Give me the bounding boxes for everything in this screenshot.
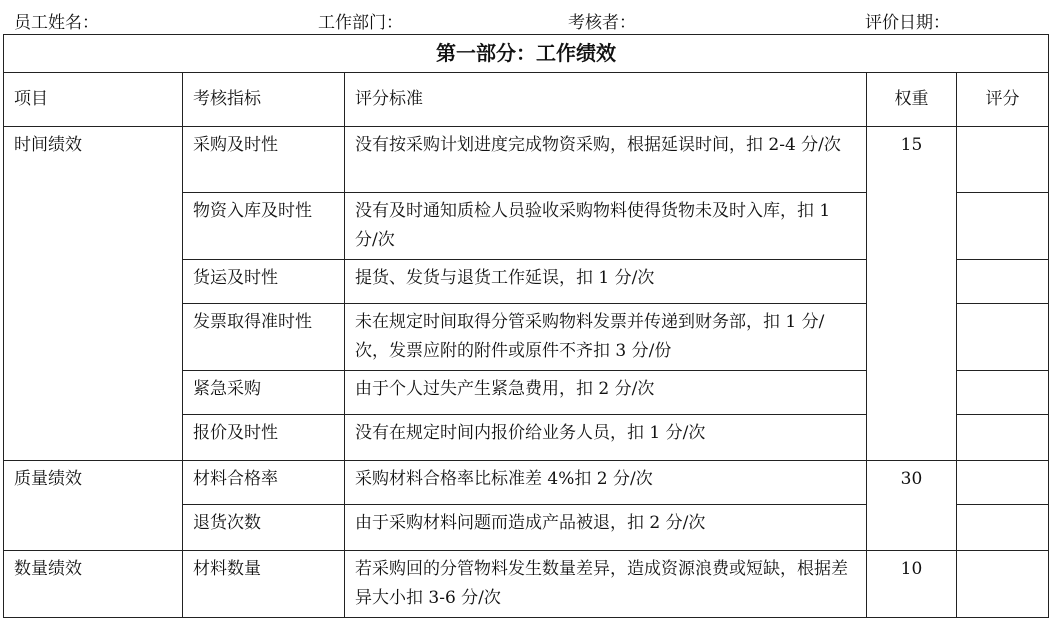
criteria-cell: 没有按采购计划进度完成物资采购，根据延误时间，扣 2-4 分/次 [345, 127, 867, 193]
weight-cell: 15 [867, 127, 957, 461]
score-cell[interactable] [957, 551, 1049, 618]
score-cell[interactable] [957, 260, 1049, 304]
table-row [4, 127, 1049, 193]
department-label: 工作部门： [318, 13, 403, 33]
table-header-row [4, 73, 1049, 127]
indicator-cell: 发票取得准时性 [183, 304, 345, 371]
group-item: 时间绩效 [4, 127, 183, 461]
group-item: 数量绩效 [4, 551, 183, 618]
indicator-cell: 材料合格率 [183, 461, 345, 505]
indicator-cell: 退货次数 [183, 505, 345, 551]
criteria-cell: 没有在规定时间内报价给业务人员，扣 1 分/次 [345, 415, 867, 461]
score-cell[interactable] [957, 127, 1049, 193]
indicator-cell: 物资入库及时性 [183, 193, 345, 260]
score-cell[interactable] [957, 304, 1049, 371]
table-row [4, 551, 1049, 618]
weight-cell: 30 [867, 461, 957, 551]
group-item: 质量绩效 [4, 461, 183, 551]
weight-cell: 10 [867, 551, 957, 618]
criteria-cell: 由于个人过失产生紧急费用，扣 2 分/次 [345, 371, 867, 415]
indicator-cell: 采购及时性 [183, 127, 345, 193]
column-header-weight: 权重 [867, 73, 957, 127]
assessor-label: 考核者： [568, 13, 636, 33]
column-header-indicator: 考核指标 [183, 73, 345, 127]
indicator-cell: 货运及时性 [183, 260, 345, 304]
criteria-cell: 没有及时通知质检人员验收采购物料使得货物未及时入库，扣 1 分/次 [345, 193, 867, 260]
criteria-cell: 采购材料合格率比标准差 4%扣 2 分/次 [345, 461, 867, 505]
score-cell[interactable] [957, 415, 1049, 461]
score-cell[interactable] [957, 505, 1049, 551]
criteria-cell: 未在规定时间取得分管采购物料发票并传递到财务部，扣 1 分/次，发票应附的附件或原件不齐扣 3 分/份 [345, 304, 867, 371]
column-header-score: 评分 [957, 73, 1049, 127]
criteria-cell: 由于采购材料问题而造成产品被退，扣 2 分/次 [345, 505, 867, 551]
employee-name-label: 员工姓名： [14, 13, 99, 33]
criteria-cell: 提货、发货与退货工作延误，扣 1 分/次 [345, 260, 867, 304]
table-row [4, 461, 1049, 505]
section-title: 第一部分：工作绩效 [4, 35, 1049, 73]
form-header [0, 0, 1051, 34]
indicator-cell: 紧急采购 [183, 371, 345, 415]
evaluation-date-label: 评价日期： [865, 13, 950, 33]
column-header-item: 项目 [4, 73, 183, 127]
indicator-cell: 材料数量 [183, 551, 345, 618]
indicator-cell: 报价及时性 [183, 415, 345, 461]
score-cell[interactable] [957, 193, 1049, 260]
criteria-cell: 若采购回的分管物料发生数量差异，造成资源浪费或短缺，根据差异大小扣 3-6 分/次 [345, 551, 867, 618]
performance-table [3, 34, 1049, 618]
column-header-criteria: 评分标准 [345, 73, 867, 127]
score-cell[interactable] [957, 461, 1049, 505]
score-cell[interactable] [957, 371, 1049, 415]
